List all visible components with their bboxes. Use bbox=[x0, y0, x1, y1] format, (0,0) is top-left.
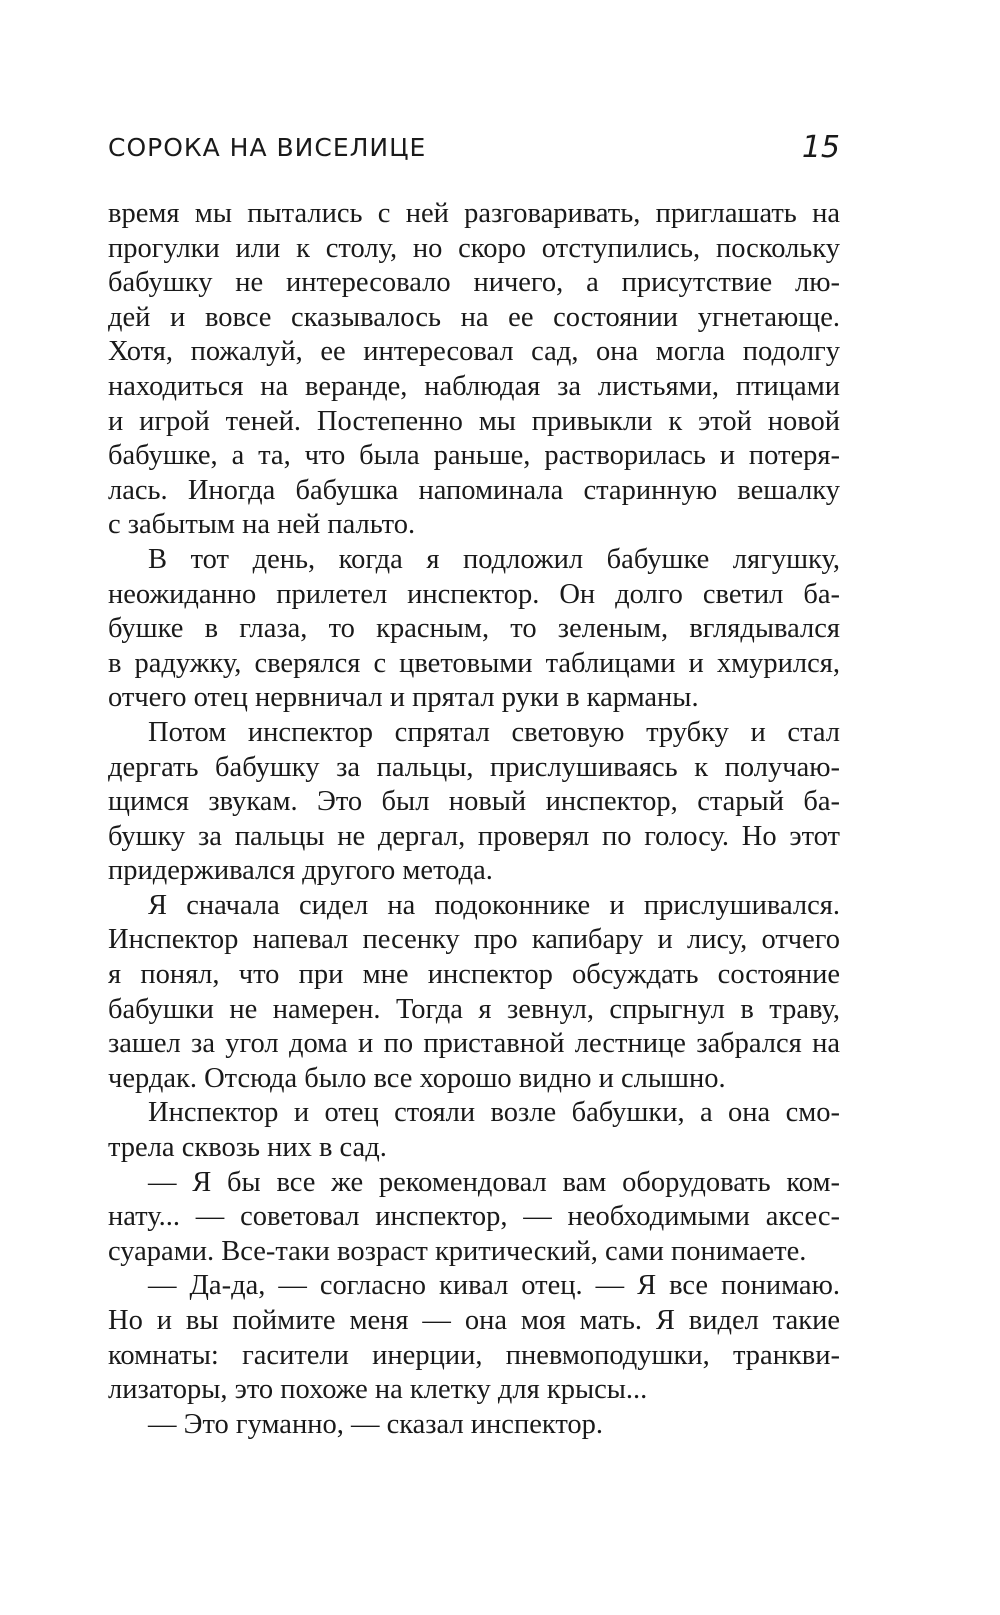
text-line: трела сквозь них в сад. bbox=[108, 1132, 387, 1164]
body-text bbox=[108, 197, 840, 1442]
text-line: Хотя, пожалуй, ее интересовал сад, она могла подолгу bbox=[108, 336, 840, 368]
text-line: прогулки или к столу, но скоро отступились, поскольку bbox=[108, 232, 840, 264]
text-line: находиться на веранде, наблюдая за листьями, птицами bbox=[108, 370, 840, 402]
text-line: бушке в глаза, то красным, то зеленым, вглядывался bbox=[108, 613, 840, 645]
text-line: — Да-да, — согласно кивал отец. — Я все понимаю. bbox=[148, 1270, 840, 1302]
text-line: зашел за угол дома и по приставной лестнице забрался на bbox=[108, 1028, 840, 1060]
text-line: в радужку, сверялся с цветовыми таблицами и хмурился, bbox=[108, 647, 840, 679]
text-line: с забытым на ней пальто. bbox=[108, 509, 416, 541]
text-line: придерживался другого метода. bbox=[108, 855, 493, 887]
text-line: Потом инспектор спрятал световую трубку и стал bbox=[148, 716, 840, 748]
text-line: суарами. Все-таки возраст критический, сами понимаете. bbox=[108, 1235, 807, 1267]
text-line: лась. Иногда бабушка напоминала старинную вешалку bbox=[108, 474, 840, 506]
book-title: СОРОКА НА ВИСЕЛИЦЕ bbox=[108, 133, 427, 162]
text-line: Инспектор и отец стояли возле бабушки, а она смо- bbox=[148, 1097, 840, 1129]
text-line: бабушку не интересовало ничего, а присутствие лю- bbox=[108, 267, 840, 299]
text-line: нату... — советовал инспектор, — необходимыми аксес- bbox=[108, 1201, 840, 1233]
text-line: неожиданно прилетел инспектор. Он долго светил ба- bbox=[108, 578, 840, 610]
text-line: бушку за пальцы не дергал, проверял по голосу. Но этот bbox=[108, 820, 840, 852]
text-line: лизаторы, это похоже на клетку для крысы... bbox=[108, 1374, 648, 1406]
text-line: дей и вовсе сказывалось на ее состоянии угнетающе. bbox=[108, 301, 840, 333]
text-line: я понял, что при мне инспектор обсуждать состояние bbox=[108, 959, 840, 991]
text-line: — Это гуманно, — сказал инспектор. bbox=[148, 1408, 604, 1440]
text-line: время мы пытались с ней разговаривать, приглашать на bbox=[108, 198, 840, 229]
page-number: 15 bbox=[801, 130, 840, 165]
text-line: и игрой теней. Постепенно мы привыкли к этой новой bbox=[108, 405, 840, 437]
text-line: Я сначала сидел на подоконнике и прислушивался. bbox=[148, 889, 840, 921]
text-line: комнаты: гасители инерции, пневмоподушки, транкви- bbox=[108, 1339, 840, 1371]
text-line: бабушки не намерен. Тогда я зевнул, спрыгнул в траву, bbox=[108, 993, 840, 1025]
text-line: щимся звукам. Это был новый инспектор, старый ба- bbox=[108, 786, 840, 818]
text-line: Но и вы поймите меня — она моя мать. Я видел такие bbox=[108, 1305, 840, 1336]
text-line: — Я бы все же рекомендовал вам оборудовать ком- bbox=[148, 1166, 840, 1198]
text-line: Инспектор напевал песенку про капибару и лису, отчего bbox=[108, 924, 840, 956]
text-line: бабушке, а та, что была раньше, растворилась и потеря- bbox=[108, 440, 840, 472]
running-header bbox=[108, 128, 840, 168]
text-line: дергать бабушку за пальцы, прислушиваясь к получаю- bbox=[108, 751, 840, 783]
text-line: отчего отец нервничал и прятал руки в карманы. bbox=[108, 682, 699, 714]
text-line: чердак. Отсюда было все хорошо видно и слышно. bbox=[108, 1062, 726, 1094]
text-line: В тот день, когда я подложил бабушке лягушку, bbox=[148, 543, 840, 575]
